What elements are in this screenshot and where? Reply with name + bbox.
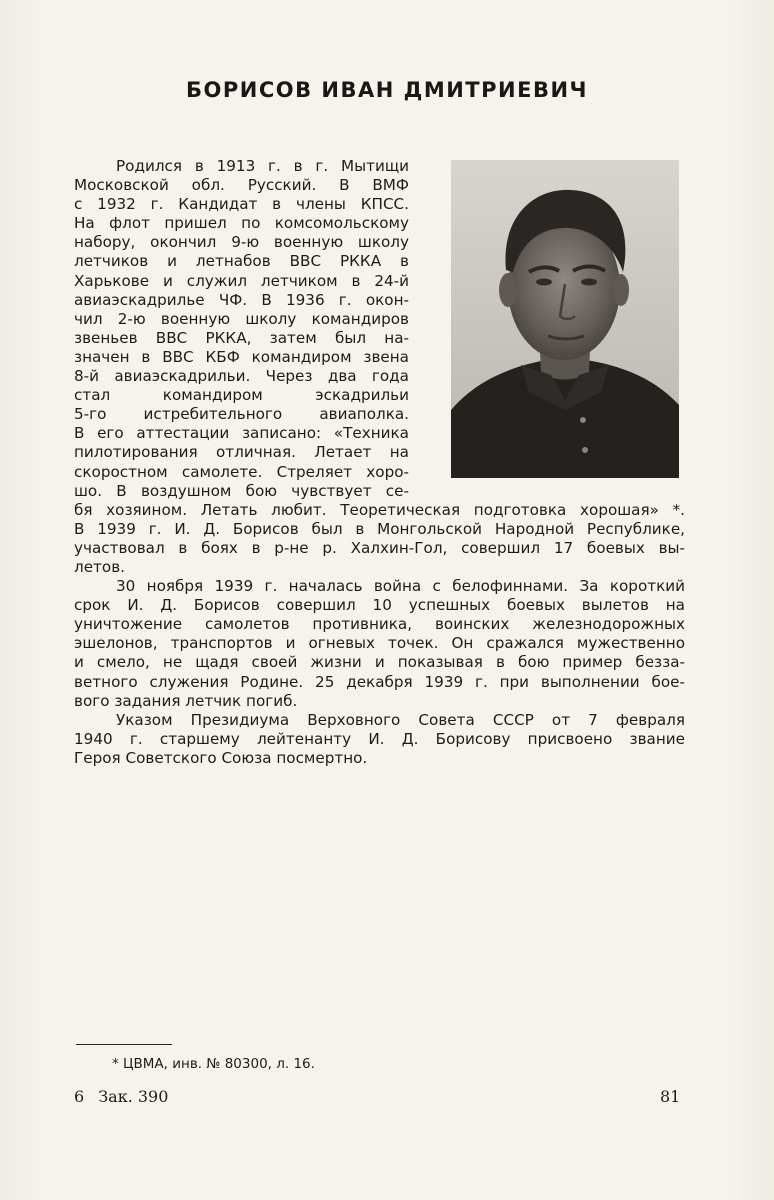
text-line: бя хозяином. Летать любит. Теоретическая подготовка хорошая» *. bbox=[74, 500, 685, 519]
text-line: набору, окончил 9-ю военную школу bbox=[74, 233, 409, 252]
printer-signature bbox=[74, 1087, 182, 1106]
text-line: Харькове и служил летчиком в 24-й bbox=[74, 271, 409, 290]
text-line: Указом Президиума Верховного Совета СССР от 7 февраля bbox=[116, 710, 685, 729]
text-line: 1940 г. старшему лейтенанту И. Д. Борисову присвоено звание bbox=[74, 729, 685, 748]
signature-number: 6 bbox=[74, 1087, 85, 1106]
text-line: срок И. Д. Борисов совершил 10 успешных боевых вылетов на bbox=[74, 596, 685, 615]
text-line: В 1939 г. И. Д. Борисов был в Монгольской Народной Республике, bbox=[74, 519, 685, 538]
text-line: Родился в 1913 г. в г. Мытищи bbox=[116, 157, 409, 175]
text-line: чил 2-ю военную школу командиров bbox=[74, 309, 409, 328]
text-line: Московской обл. Русский. В ВМФ bbox=[74, 176, 409, 195]
text-line: На флот пришел по комсомольскому bbox=[74, 214, 409, 233]
text-line: вого задания летчик погиб. bbox=[74, 691, 298, 710]
text-line: шо. В воздушном бою чувствует се- bbox=[74, 481, 409, 500]
footnote-divider bbox=[76, 1044, 172, 1045]
text-line: 8-й авиаэскадрильи. Через два года bbox=[74, 367, 409, 386]
text-line: летчиков и летнабов ВВС РККА в bbox=[74, 252, 409, 271]
text-line: Героя Советского Союза посмертно. bbox=[74, 748, 368, 767]
page-number: 81 bbox=[660, 1087, 681, 1106]
text-line: звеньев ВВС РККА, затем был на- bbox=[74, 328, 409, 347]
text-line: В его аттестации записано: «Техника bbox=[74, 424, 409, 443]
text-line: участвовал в боях в р-не р. Халхин-Гол, совершил 17 боевых вы- bbox=[74, 538, 685, 557]
text-line: значен в ВВС КБФ командиром звена bbox=[74, 347, 409, 366]
text-line: с 1932 г. Кандидат в члены КПСС. bbox=[74, 195, 409, 214]
text-line: ветного служения Родине. 25 декабря 1939 г. при выполнении бое- bbox=[74, 672, 685, 691]
text-line: эшелонов, транспортов и огневых точек. Он сражался мужественно bbox=[74, 634, 685, 653]
text-line: авиаэскадрилье ЧФ. В 1936 г. окон- bbox=[74, 290, 409, 309]
text-line: 30 ноября 1939 г. началась война с белофиннами. За короткий bbox=[116, 577, 685, 596]
footnote: * ЦВМА, инв. № 80300, л. 16. bbox=[112, 1056, 315, 1072]
text-line: стал командиром эскадрильи bbox=[74, 386, 409, 405]
text-line: пилотирования отличная. Летает на bbox=[74, 443, 409, 462]
text-line: и смело, не щадя своей жизни и показывая в бою пример безза- bbox=[74, 653, 685, 672]
biography-text bbox=[74, 157, 685, 768]
order-number: Зак. 390 bbox=[98, 1087, 169, 1106]
text-line: скоростном самолете. Стреляет хоро- bbox=[74, 462, 409, 481]
text-line: летов. bbox=[74, 557, 125, 576]
text-line: 5-го истребительного авиаполка. bbox=[74, 405, 409, 424]
page-title: БОРИСОВ ИВАН ДМИТРИЕВИЧ bbox=[186, 78, 588, 102]
text-line: уничтожение самолетов противника, воинских железнодорожных bbox=[74, 615, 685, 634]
